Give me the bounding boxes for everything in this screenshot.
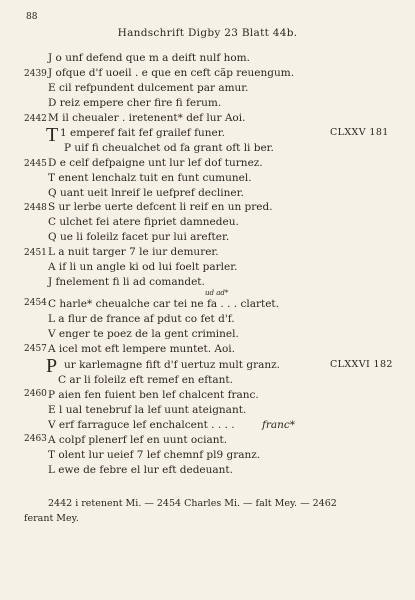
- verse-line: V enger te poez de la gent criminel.: [48, 328, 239, 340]
- verse-line: A if li un angle ki od lui foelt parler.: [48, 261, 238, 273]
- decorated-initial: T: [46, 124, 59, 146]
- verse-line: D e celf defpaigne unt lur lef dof turnez.: [48, 157, 263, 169]
- line-number: 2463: [24, 434, 47, 444]
- verse-line: ur karlemagne fift d'f uertuz mult granz.: [64, 359, 280, 371]
- line-number: 2457: [24, 344, 47, 354]
- verse-line: J ofque d'f uoeil . e que en ceft cãp reuengum.: [48, 67, 295, 79]
- footnote-line: 2442 i retenent Mi. — 2454 Charles Mi. — falt Mey. — 2462: [48, 498, 337, 509]
- line-number: 2448: [24, 203, 47, 213]
- verse-line: Q uant ueit lnreif le uefpref decliner.: [48, 187, 244, 199]
- verse-line: J o unf defend que m a deift nulf hom.: [48, 52, 250, 64]
- footnote-line: ferant Mey.: [24, 513, 79, 524]
- line-number: 2445: [24, 159, 47, 169]
- verse-line: L a flur de france af pdut co fet d'f.: [48, 313, 235, 325]
- verse-line: 1 emperef fait fef grailef funer.: [60, 127, 225, 139]
- verse-line: A colpf plenerf lef en uunt ociant.: [48, 434, 228, 446]
- verse-line: C ar li foleilz eft remef en eftant.: [58, 374, 233, 386]
- verse-line: V erf farraguce lef enchalcent . . . .: [48, 419, 235, 431]
- interlinear-note: ud ad*: [205, 289, 229, 297]
- verse-line: T olent lur ueief 7 lef chemnf pl9 granz.: [48, 449, 261, 461]
- verse-line: C ulchet fei atere fipriet damnedeu.: [48, 216, 239, 228]
- line-number: 2451: [24, 248, 47, 258]
- verse-line: L a nuit targer 7 le iur demurer.: [48, 246, 219, 258]
- line-number: 2442: [24, 114, 47, 124]
- verse-line: E l ual tenebruf la lef uunt ateignant.: [48, 404, 247, 416]
- verse-line: P uif fi cheualchet od fa grant oft li ber.: [64, 142, 274, 154]
- verse-line: M il cheualer . iretenent* def lur Aoi.: [48, 112, 246, 124]
- line-number: 2454: [24, 298, 47, 308]
- laisse-number: CLXXV 181: [330, 127, 389, 138]
- verse-line: L ewe de febre el lur eft dedeuant.: [48, 464, 233, 476]
- line-number: 2460: [24, 389, 47, 399]
- verse-line: Q ue li foleilz facet pur lui arefter.: [48, 231, 230, 243]
- verse-line: C harle* cheualche car tei ne fa . . . clartet.: [48, 298, 279, 310]
- line-number: 2439: [24, 69, 47, 79]
- page-number: 88: [26, 12, 38, 22]
- verse-line: J fnelement fi li ad comandet.: [48, 276, 205, 288]
- verse-line: S ur lerbe uerte defcent li reif en un pred.: [48, 201, 273, 213]
- verse-annotation: franc*: [262, 419, 296, 431]
- decorated-initial: P: [46, 355, 58, 377]
- verse-line: A icel mot eft lempere muntet. Aoi.: [48, 343, 236, 355]
- verse-line: T enent lenchalz tuit en funt cumunel.: [48, 172, 252, 184]
- running-header: Handschrift Digby 23 Blatt 44b.: [117, 27, 298, 39]
- verse-line: E cil refpundent dulcement par amur.: [48, 82, 249, 94]
- laisse-number: CLXXVI 182: [330, 359, 393, 370]
- verse-line: P aien fen fuient ben lef chalcent franc.: [48, 389, 259, 401]
- verse-line: D reiz empere cher fire fi ferum.: [48, 97, 222, 109]
